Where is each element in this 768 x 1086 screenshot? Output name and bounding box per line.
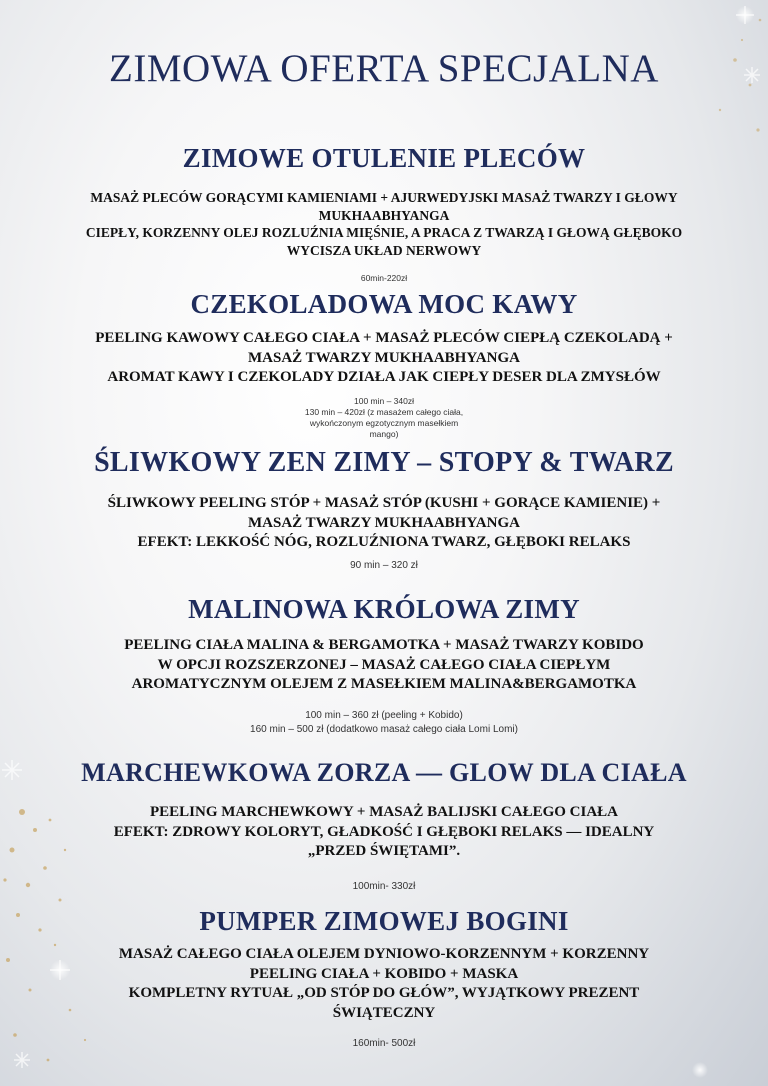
description-line: PEELING CIAŁA MALINA & BERGAMOTKA + MASAŻ TWARZY KOBIDO xyxy=(124,637,644,653)
price-line: 100 min – 360 zł (peeling + Kobido) xyxy=(305,709,463,721)
description-line: MASAŻ TWARZY MUKHAABHYANGA xyxy=(248,349,520,366)
offer-price xyxy=(40,396,728,440)
price-line: 60min-220zł xyxy=(360,273,408,283)
offer-section-marchewkowa-zorza xyxy=(40,756,728,894)
description-line: ŚLIWKOWY PEELING STÓP + MASAŻ STÓP (KUSHI + GORĄCE KAMIENIE) + xyxy=(107,495,661,511)
description-line: PEELING KAWOWY CAŁEGO CIAŁA + MASAŻ PLECÓW CIEPŁĄ CZEKOLADĄ + xyxy=(95,330,673,346)
description-line: MASAŻ PLECÓW GORĄCYMI KAMIENIAMI + AJURWEDYJSKI MASAŻ TWARZY I GŁOWY xyxy=(90,190,678,205)
price-line: 160min- 500zł xyxy=(352,1038,416,1049)
description-line: W OPCJI ROZSZERZONEJ – MASAŻ CAŁEGO CIAŁA CIEPŁYM xyxy=(157,656,611,673)
offer-section-sliwkowy-zen xyxy=(40,446,728,573)
offer-description xyxy=(40,636,728,695)
offer-price xyxy=(40,273,728,284)
offer-description xyxy=(40,803,728,862)
description-line: KOMPLETNY RYTUAŁ „OD STÓP DO GŁÓW”, WYJĄTKOWY PREZENT xyxy=(128,985,640,1001)
offer-description xyxy=(40,494,728,553)
price-line: 100 min – 340zł xyxy=(353,395,414,406)
price-line: wykończonym egzotycznym masełkiem xyxy=(309,417,459,428)
price-line: mango) xyxy=(369,428,399,439)
description-line: AROMAT KAWY I CZEKOLADY DZIAŁA JAK CIEPŁY DESER DLA ZMYSŁÓW xyxy=(107,369,661,385)
description-line: MASAŻ TWARZY MUKHAABHYANGA xyxy=(248,514,520,531)
page-title: ZIMOWA OFERTA SPECJALNA xyxy=(109,47,659,90)
description-line: CIEPŁY, KORZENNY OLEJ ROZLUŹNIA MIĘŚNIE, A PRACA Z TWARZĄ I GŁOWĄ GŁĘBOKO xyxy=(85,225,683,240)
offer-section-pumper-zimowej-bogini xyxy=(40,904,728,1051)
description-line: WYCISZA UKŁAD NERWOWY xyxy=(286,242,482,258)
description-line: MASAŻ CAŁEGO CIAŁA OLEJEM DYNIOWO-KORZENNYM + KORZENNY xyxy=(118,946,650,962)
price-line: 160 min – 500 zł (dodatkowo masaż całego ciała Lomi Lomi) xyxy=(250,723,518,735)
offer-title: ZIMOWE OTULENIE PLECÓW xyxy=(182,143,586,173)
description-line: AROMATYCZNYM OLEJEM Z MASEŁKIEM MALINA&BERGAMOTKA xyxy=(131,676,637,692)
offer-title: ŚLIWKOWY ZEN ZIMY – STOPY & TWARZ xyxy=(94,447,674,478)
price-line: 130 min – 420zł (z masażem całego ciała, xyxy=(304,406,464,417)
offer-title: MALINOWA KRÓLOWA ZIMY xyxy=(188,594,580,624)
offer-section-malinowa-krolowa xyxy=(40,592,728,737)
offer-title: CZEKOLADOWA MOC KAWY xyxy=(190,289,578,319)
description-line: EFEKT: ZDROWY KOLORYT, GŁADKOŚĆ I GŁĘBOKI RELAKS — IDEALNY xyxy=(113,823,655,840)
offer-section-zimowe-otulenie xyxy=(40,141,728,284)
offer-description xyxy=(40,945,728,1023)
offer-title: MARCHEWKOWA ZORZA — GLOW DLA CIAŁA xyxy=(81,758,687,787)
offer-price xyxy=(40,1037,728,1051)
price-line: 90 min – 320 zł xyxy=(350,559,418,571)
description-line: ŚWIĄTECZNY xyxy=(332,1004,436,1021)
offer-price xyxy=(40,709,728,737)
offer-price xyxy=(40,880,728,894)
offer-description xyxy=(40,189,728,259)
description-line: PEELING MARCHEWKOWY + MASAŻ BALIJSKI CAŁEGO CIAŁA xyxy=(149,804,619,820)
offer-section-czekoladowa-moc xyxy=(40,287,728,440)
description-line: „PRZED ŚWIĘTAMI”. xyxy=(307,843,461,859)
description-line: EFEKT: LEKKOŚĆ NÓG, ROZLUŹNIONA TWARZ, GŁĘBOKI RELAKS xyxy=(137,534,631,550)
price-line: 100min- 330zł xyxy=(352,880,416,892)
offer-description xyxy=(40,329,728,388)
description-line: PEELING CIAŁA + KOBIDO + MASKA xyxy=(249,965,519,982)
offer-price xyxy=(40,559,728,573)
description-line: MUKHAABHYANGA xyxy=(318,207,450,223)
offer-title: PUMPER ZIMOWEJ BOGINI xyxy=(199,906,569,936)
